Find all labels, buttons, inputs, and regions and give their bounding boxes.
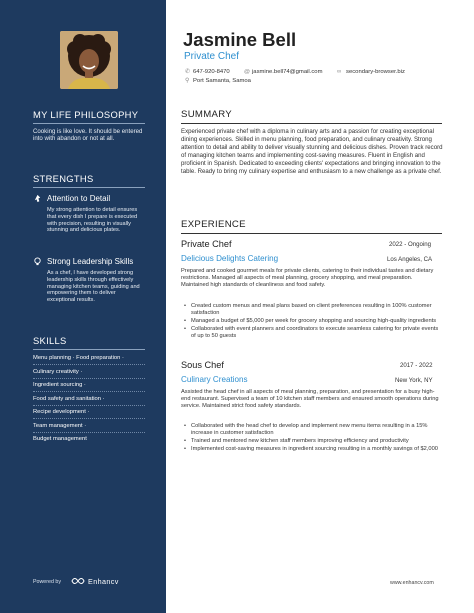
summary-text: Experienced private chef with a diploma in culinary arts and a passion for creating exceptional dining experiences. Skilled in menu planning, food preparation, and culinary creativity. Strong attention to detail and ability to deliver visually stunning and delicious dishes. Proven track record of managing kitchen teams and implementing cost-saving measures. Fluent in English and proficient in Spanish. Dedicated to exceeding clients' expectations and bringing innovation to the table. Ready to bring my culinary expertise and enthusiasm to a new challenge as a private chef.: [181, 128, 443, 176]
philosophy-title: MY LIFE PHILOSOPHY: [33, 109, 139, 120]
job-dates-1: 2022 - Ongoing: [389, 241, 432, 248]
job-description-2: Assisted the head chef in all aspects of meal planning, preparation, and presentation for a busy high-end restaurant. Supervised a team of 10 kitchen staff members and ensured smooth operations during service. Maintained strict food safety standards.: [181, 389, 439, 410]
job-bullet: • Managed a budget of $5,000 per week for grocery shopping and sourcing high-quality ingredients: [181, 318, 443, 325]
strength-body-2: As a chef, I have developed strong leadership skills through effectively managing kitchen teams, guiding and empowering them to deliver exceptional results.: [47, 270, 140, 304]
email-icon: @: [244, 69, 250, 75]
phone-text[interactable]: 647-920-8470: [193, 69, 230, 75]
job-dates-2: 2017 - 2022: [400, 362, 433, 369]
sidebar: [0, 0, 166, 613]
lightbulb-icon: [33, 257, 42, 266]
profile-photo: [60, 31, 118, 89]
skill-divider: [33, 432, 145, 433]
enhancv-logo-text: Enhancv: [88, 577, 119, 586]
job-bullet: • Implemented cost-saving measures in ingredient sourcing resulting in a monthly savings of $2,000: [181, 446, 443, 453]
phone-icon: ✆: [185, 69, 190, 75]
philosophy-text: Cooking is like love. It should be entered into with abandon or not at all.: [33, 128, 143, 143]
job-bullet: • Collaborated with the head chef to develop and implement new menu items resulting in a 15% increase in customer satisfaction: [181, 423, 443, 437]
candidate-role: Private Chef: [184, 51, 240, 62]
enhancv-logo-icon: [71, 576, 85, 586]
job-company-2: Culinary Creations: [181, 375, 248, 384]
strength-title-2: Strong Leadership Skills: [47, 257, 134, 266]
skills-rule: [33, 349, 145, 350]
link-icon: ∞: [337, 69, 342, 75]
skill-item: Recipe development ·: [33, 409, 90, 415]
website-text[interactable]: secondary-browser.biz: [346, 69, 405, 75]
pin-icon: [33, 194, 42, 203]
skill-item: Culinary creativity ·: [33, 369, 83, 375]
strength-title-1: Attention to Detail: [47, 194, 111, 203]
job-bullet: • Collaborated with event planners and coordinators to execute seamless catering for private events of up to 50 guests: [181, 326, 443, 340]
footer-url[interactable]: www.enhancv.com: [390, 580, 434, 586]
job-bullet: • Trained and mentored new kitchen staff members improving efficiency and productivity: [181, 438, 443, 445]
job-description-1: Prepared and cooked gourmet meals for private clients, catering to their individual tastes and dietary restrictions. Managed all aspects of meal planning, grocery shopping, and meal preparation. Maintained high standards of cleanliness and food safety.: [181, 268, 434, 289]
powered-by-label: Powered by: [33, 579, 61, 585]
location-text: Port Samanta, Samoa: [193, 78, 251, 84]
skill-item: Ingredient sourcing ·: [33, 382, 86, 388]
job-location-2: New York, NY: [395, 377, 433, 384]
summary-title: SUMMARY: [181, 109, 232, 120]
job-bullets-2: [181, 423, 443, 454]
skill-divider: [33, 418, 145, 419]
skill-divider: [33, 364, 145, 365]
strength-body-1: My strong attention to detail ensures that every dish I prepare is executed with precision, resulting in visually stunning and delicious plates.: [47, 207, 138, 234]
skill-divider: [33, 405, 145, 406]
skill-divider: [33, 378, 145, 379]
email-text[interactable]: jasmine.bell74@gmail.com: [252, 69, 323, 75]
location-icon: ⚲: [185, 78, 190, 84]
job-company-1: Delicious Delights Catering: [181, 254, 279, 263]
strengths-rule: [33, 187, 145, 188]
job-location-1: Los Angeles, CA: [387, 256, 433, 263]
skill-item: Team management ·: [33, 423, 87, 429]
strengths-title: STRENGTHS: [33, 173, 94, 184]
summary-rule: [181, 123, 442, 124]
skills-title: SKILLS: [33, 335, 67, 346]
experience-title: EXPERIENCE: [181, 219, 246, 230]
skill-item: Menu planning · Food preparation ·: [33, 355, 124, 361]
job-title-1: Private Chef: [181, 239, 232, 249]
skill-item: Food safety and sanitation ·: [33, 396, 105, 402]
job-bullet: • Created custom menus and meal plans based on client preferences resulting in 100% customer satisfaction: [181, 303, 443, 317]
job-title-2: Sous Chef: [181, 360, 224, 370]
skill-item: Budget management: [33, 436, 87, 442]
philosophy-rule: [33, 123, 145, 124]
candidate-name: Jasmine Bell: [183, 29, 297, 50]
experience-rule: [181, 233, 442, 234]
skill-divider: [33, 391, 145, 392]
job-bullets-1: [181, 303, 443, 341]
